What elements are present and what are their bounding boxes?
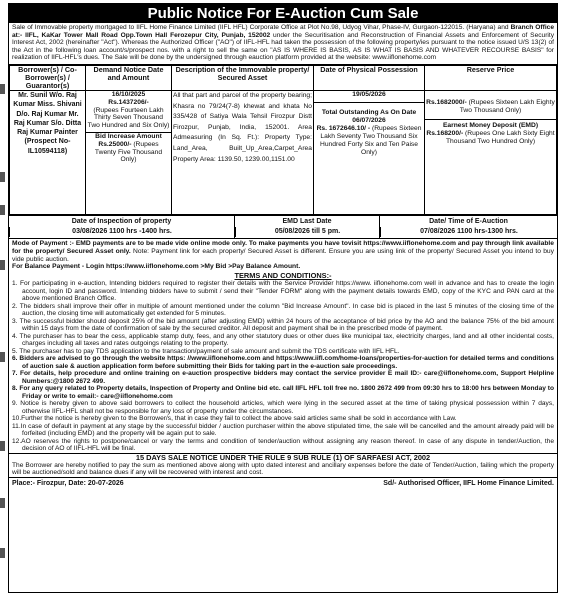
payment-note: Note: Payment link for each property/ Secured Asset is different. Ensure you are using link of the property/ Secured Asset you intend to buy vide public auction. [12,247,554,263]
inspection-label: Date of Inspection of property [71,217,172,225]
possession-cell [314,90,425,214]
bid-increase-amount: Rs.25000/- [98,140,132,148]
term-item: 3. The successful bidder should deposit 25% of the bid amount (after adjusting EMD) within 24 hours of the acceptance of bid price by the AO and the balance 75% of the bid amount within 15 days from the date of confirmation of sale by the secured creditor. All deposit and payment shall be in the prescribed mode of payment. [12,317,554,333]
branch-office: Branch Office at:- IIFL, KaKar Tower Mall Road Opp.Town Hall Ferozepur City, Punjab, 152002 [12,24,554,39]
auction-value: 07/08/2026 1100 hrs-1300 hrs. [380,227,557,237]
auction-label: Date/ Time of E-Auction [429,217,508,225]
bid-increase-words: (Rupees Twenty Five Thousand Only) [94,140,163,164]
term-item: 1. For participating in e-auction, Intending bidders required to register their details with the Service Provider https://www. iiflonehome.com well in advance and has to create the login account, login ID and password. Intending bidders have to submit / send their "Tender FORM" along with the payment details towards EMD, copy of the KYC and PAN card at the above mentioned Branch Office. [12,280,554,303]
emd-last-label: EMD Last Date [282,217,332,225]
sarfaesi-title: 15 DAYS SALE NOTICE UNDER THE RULE 9 SUB RULE (1) OF SARFAESI ACT, 2002 [9,453,557,462]
payment-mode [9,239,557,272]
intro-text-2: under the Securitisation and Reconstruction of Financial Assets and Enforcement of Security Interest Act, 2002 (hereinafter "Act"). Whereas the Authorized Officer ("AO") of IIFL-HFL had taken the possession of the following property/ies pursuant to the notice issued U/S 13(2) of the Act in the following loan account/s/prospect nos. with a right to sell the same on "AS IS WHERE IS BASIS, AS IS WHAT IS BASIS AND WHATEVER RECOURSE BASIS" for realization of IIFL-HFL's dues. The Sale will be done by the undersigned through eauction platform provided at the website: www.iiflonehome.com [12,31,555,62]
place-date: Place:- Firozpur, Date: 20-07-2026 [12,479,124,487]
term-item: 8. For any query related to Property details, Inspection of Property and Online bid etc. call IIFL HFL toll free no. 1800 2672 499 from 09:30 hrs to 18:00 hrs between Monday to Friday or write to email:- care@iiflonehome.com [12,385,554,400]
notice-title: Public Notice For E-Auction Cum Sale [9,4,557,23]
header-description: Description of the Immovable property/ Secured Asset [172,65,314,90]
term-item: 7. For details, help procedure and online training on e-auction prospective bidders may contact the service provider E mail ID:- care@iiflonehome.com, Support Helpline Numbers:@1800 2672 499. [12,370,554,385]
emd-last-value: 05/08/2026 till 5 pm. [235,227,379,237]
reserve-cell [425,90,557,214]
term-item: 5. The purchaser has to pay TDS application to the transaction/payment of sale amount and submit the TDS certificate with IIFL HFL. [12,347,400,355]
signatory: Sd/- Authorised Officer, IIFL Home Finance Limited. [383,479,554,487]
outstanding-label: Total Outstanding As On Date 06/07/2026 [321,108,417,124]
demand-words: (Rupees Fourteen Lakh Thirty Seven Thousand Two Hundred and Six Only) [87,106,170,130]
emd-label: Earnest Money Deposit (EMD) [442,121,539,129]
table-row [10,90,557,214]
emd-last-date [234,216,379,238]
property-table [9,65,557,215]
inspection-value: 03/08/2026 1100 hrs -1400 hrs. [9,227,234,237]
intro-paragraph [9,23,557,65]
notice-footer [9,477,557,489]
header-possession: Date of Physical Possession [314,65,425,90]
header-demand: Demand Notice Date and Amount [86,65,172,90]
demand-date: 16/10/2025 [111,90,146,98]
reserve-amount: Rs.1682000/- [426,98,467,106]
term-item: 10.Further the notice is hereby given to the Borrower/s, that in case they fail to collect the above said articles same shall be sold in accordance with Law. [12,415,457,423]
term-item: 6. Bidders are advised to go through the website https: //www.iiflonehome.com and https://www.iifl.com/home-loans/properties-for-auction for detailed terms and conditions of auction sale & auction application form before submitting their Bids for taking part in the e-auction sale proceedings. [12,355,554,370]
emd-amount: Rs.168200/- [426,129,464,137]
term-item: 4. The purchaser has to bear the cess, applicable stamp duty, fees, and any other statutory dues or other dues like municipal tax, electricity charges, land and all other incidental costs, charges including all taxes and rates outgoings relating to the property. [12,332,554,348]
public-notice [8,3,558,593]
terms-list [9,280,557,453]
term-item: 11.In case of default in payment at any stage by the successful bidder / auction purchaser within the above stipulated time, the sale will be cancelled and the amount already paid will be forfeited (including EMD) and the property will be again put to sale. [12,422,554,438]
outstanding-words: (Rupees Sixteen Lakh Seventy Two Thousand Six Hundred Forty Six and Ten Paise Only) [319,124,422,156]
possession-date: 19/05/2026 [352,90,386,98]
dates-row [9,215,557,239]
intro-text-1: Sale of Immovable property mortgaged to IIFL Home Finance Limited (IIFL HFL) Corporate Office at Plot No.98, Udyog Vihar, Phase-IV, Gurgaon-122015. (Haryana) and [12,24,511,31]
payment-mode-text: Mode of Payment :- EMD payments are to be made vide online mode only. To make payments you have tovisit https://www.iiflonehome.com and pay through link available for the property/ Secured Asset only. [12,239,554,255]
table-header-row [10,65,557,90]
auction-date [379,216,557,238]
term-item: 9. Notice is hereby given to above said borrowers to collect the household articles, which were lying in the secured asset at the time of taking physical possession within 7 days, otherwise IIFL-HFL shall not be responsible for any loss of property under the circumstances. [12,400,554,415]
term-item: 2. The bidders shall improve their offer in multiple of amount mentioned under the column "Bid Increase Amount". In case bid is placed in the last 5 minutes of the closing time of the auction, the closing time will automatically get extended for 5 minutes. [12,302,554,318]
header-reserve: Reserve Price [425,65,557,90]
bid-increase-label: Bid Increase Amount [95,132,162,140]
demand-cell [86,90,172,214]
terms-title: TERMS AND CONDITIONS:- [234,271,332,281]
sarfaesi-text: The Borrower are hereby notified to pay the sum as mentioned above along with upto dated interest and ancillary expenses before the date of Tender/Auction, failing which the property will be auctioned/sold and balance dues if any will be recovered with interest and cost. [12,461,554,477]
term-item: 12.AO reserves the rights to postpone/cancel or vary the terms and condition of tender/auction without assigning any reason thereof. In case of any dispute in tender/Auction, the decision of AO of IIFL-HFL will be final. [12,437,554,453]
description-cell: All that part and parcel of the property bearing; Khasra no 79/24(7-8) khewat and khata No 335/428 of Satiya Wala Tehsil Firozpur Distt Firozpur, Punjab, India, 152001. Area Admeasuring (In Sq. Ft.): Property Type: Land_Area, Built_Up_Area,Carpet_Area Property Area: 1139.50, 1239.00,1151.00 [172,90,314,214]
header-borrowers: Borrower(s) / Co-Borrower(s) / Guarantor(s) [10,65,86,90]
inspection-date [9,216,234,238]
balance-payment: For Balance Payment - Login https://www.iiflonehome.com >My Bid >Pay Balance Amount. [12,263,301,271]
outstanding-amount: Rs. 1672646.10/ - [316,124,371,132]
demand-amount: Rs.1437206/- [108,98,149,106]
emd-words: (Rupees One Lakh Sixty Eight Thousand Two Hundred Only) [445,129,555,145]
page-edge-strip [0,0,8,596]
borrowers-cell: Mr. Sunil W/o. Raj Kumar Miss. Shivani D/o. Raj Kumar Mr. Raj Kumar S/o. Ditta Raj Kumar Painter (Prospect No-IL10594118) [10,90,86,214]
reserve-words: (Rupees Sixteen Lakh Eighty Two Thousand Only) [459,98,555,114]
